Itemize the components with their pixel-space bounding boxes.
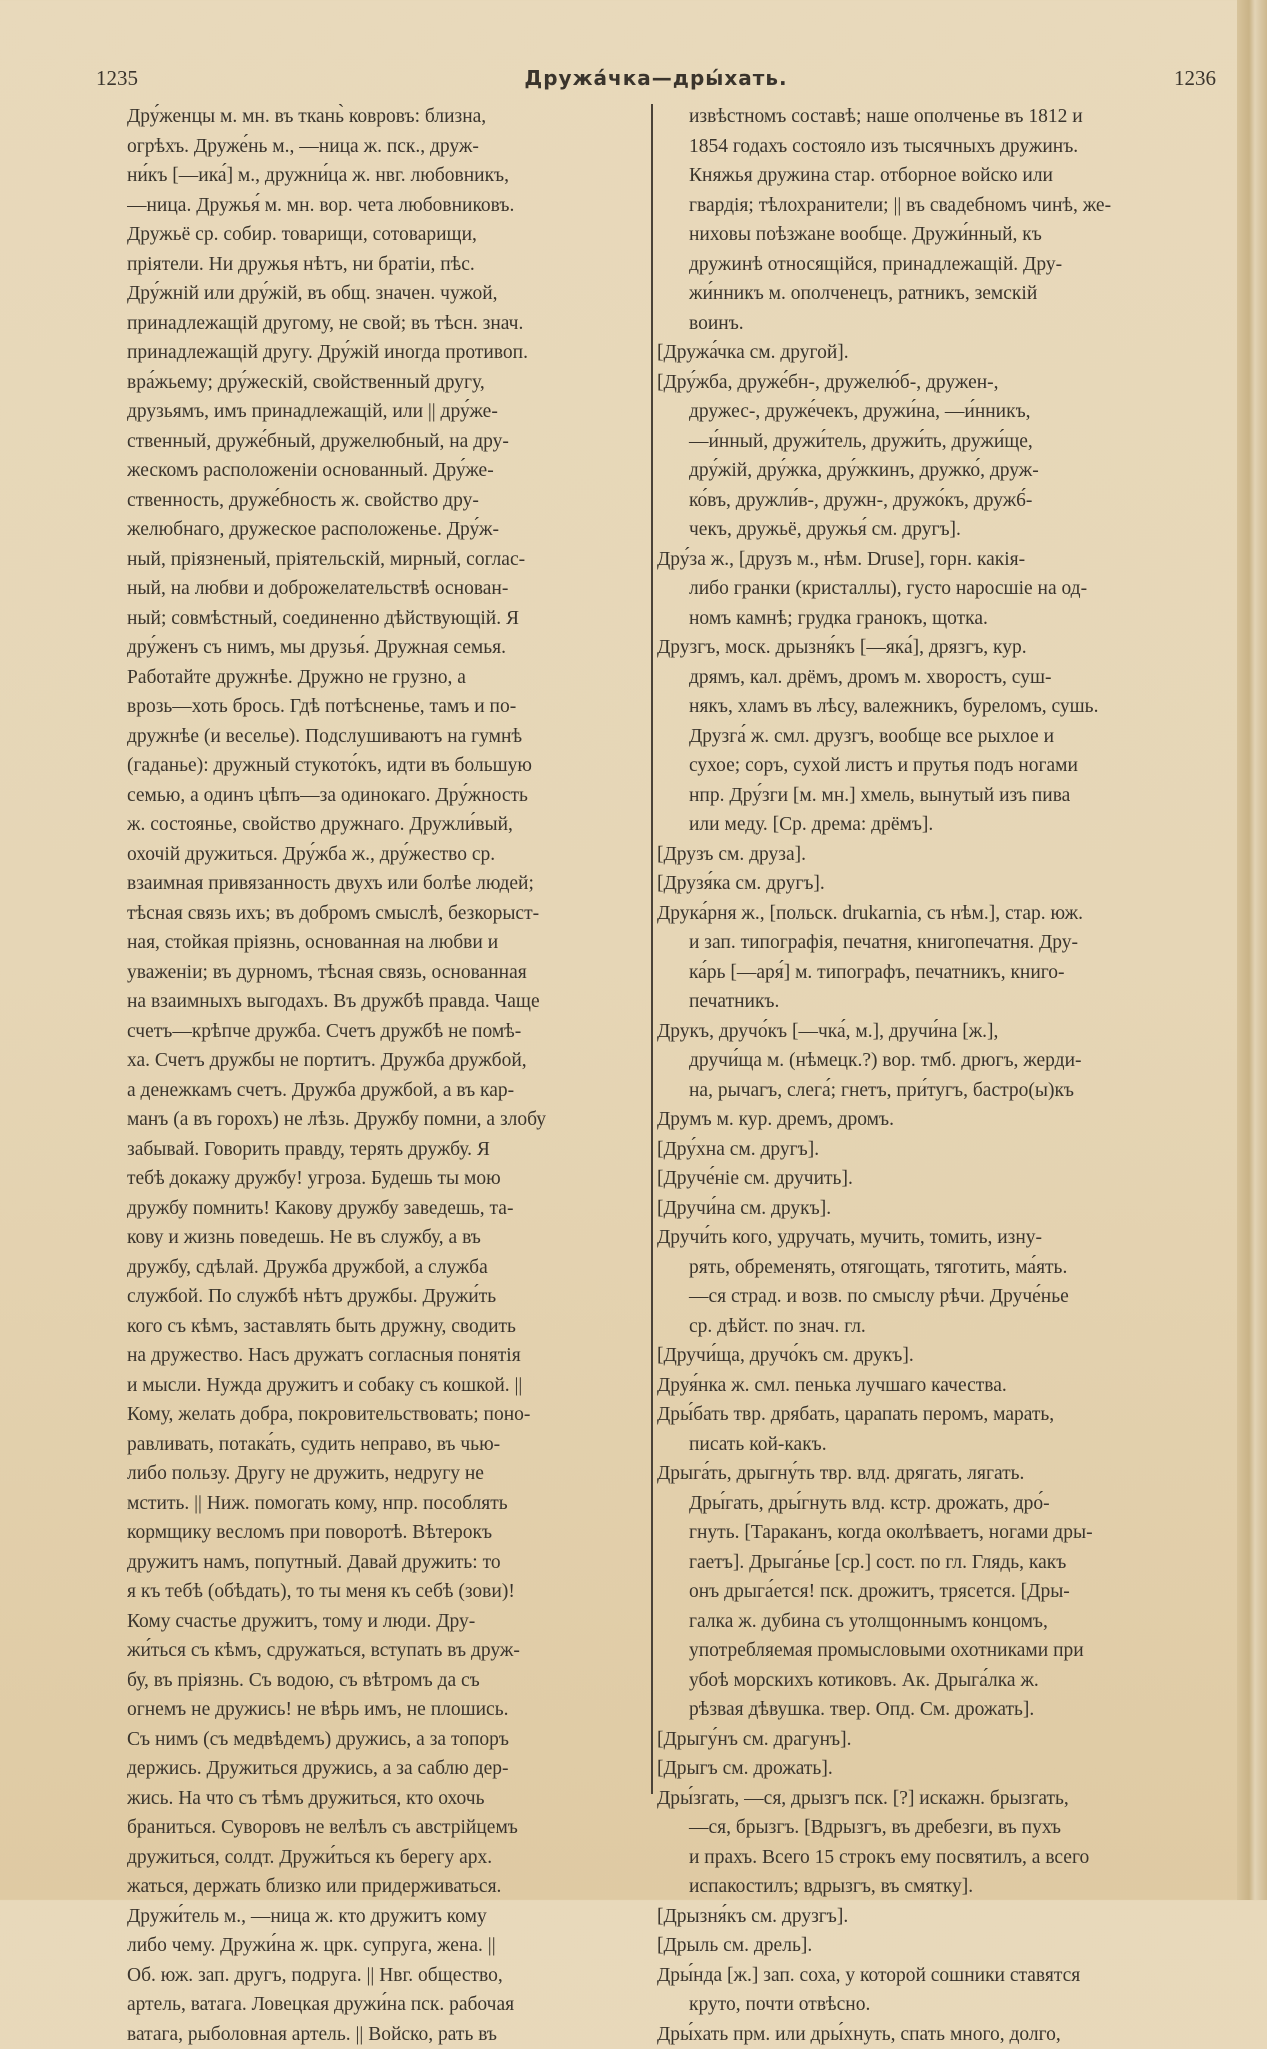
text-line: гнуть. [Тараканъ, когда околѣваетъ, ногами дры-	[657, 1518, 1210, 1548]
text-line: нпр. Дру́зги [м. мн.] хмель, вынутый изъ пива	[657, 781, 1210, 811]
text-line: кормщику весломъ при поворотѣ. Вѣтерокъ	[127, 1518, 645, 1548]
dictionary-entry-druzhina-cont	[657, 102, 1210, 338]
text-line: дручи́ща м. (нѣмецк.?) вор. тмб. дрюгъ, жерди-	[657, 1046, 1210, 1076]
left-column	[127, 102, 645, 2049]
text-line: ниховы поѣзжане вообще. Дружи́нный, къ	[657, 220, 1210, 250]
text-line: Дру́женцы м. мн. въ ткань̀ ковровъ: близна,	[127, 102, 645, 132]
page-number-left: 1235	[96, 66, 138, 91]
dictionary-entry-druzhachka	[657, 338, 1210, 368]
text-line: дружес-, друже́чекъ, дружи́на, —и́нникъ,	[657, 397, 1210, 427]
text-line: [Дру́жба, друже́бн-, дружелю́б-, дружен-,	[657, 368, 1210, 398]
dictionary-entry-druchishcha	[657, 1341, 1210, 1371]
text-line: Дручи́ть кого, удручать, мучить, томить, изну-	[657, 1223, 1210, 1253]
text-line: на, рычагъ, слега́; гнетъ, при́тугъ, бастро(ы)къ	[657, 1076, 1210, 1106]
text-line: бу, въ пріязнь. Съ водою, съ вѣтромъ да съ	[127, 1666, 645, 1696]
text-line: браниться. Суворовъ не велѣлъ съ австрійцемъ	[127, 1813, 645, 1843]
text-line: вра́жьему; дру́жескій, свойственный другу,	[127, 368, 645, 398]
text-line: друзьямъ, имъ принадлежащій, или || дру́же-	[127, 397, 645, 427]
right-column	[657, 102, 1210, 2049]
dictionary-entry-dryg	[657, 1754, 1210, 1784]
text-line: чекъ, дружьё, дружья́ см. другъ].	[657, 515, 1210, 545]
text-line: убоѣ морскихъ котиковъ. Ак. Дрыга́лка ж.	[657, 1666, 1210, 1696]
text-line: охочій дружиться. Дру́жба ж., дру́жество ср.	[127, 840, 645, 870]
text-line: дружитъ намъ, попутный. Давай дружить: то	[127, 1548, 645, 1578]
text-line: Друзгъ, моск. дрызня́къ [—яка́], дрязгъ, кур.	[657, 633, 1210, 663]
text-line: огрѣхъ. Друже́нь м., —ница ж. пск., друж-	[127, 132, 645, 162]
text-line: и мысли. Нужда дружитъ и собаку съ кошкой. ||	[127, 1371, 645, 1401]
text-line: Друкъ, дручо́къ [—чка́, м.], дручи́на [ж.],	[657, 1017, 1210, 1047]
column-divider	[651, 104, 653, 1794]
text-line: равливать, потака́ть, судить неправо, въ чью-	[127, 1430, 645, 1460]
text-line: Дры́гать, дры́гнуть влд. кстр. дрожать, дро́-	[657, 1489, 1210, 1519]
text-line: Об. юж. зап. другъ, подруга. || Нвг. общество,	[127, 1961, 645, 1991]
text-line: [Друче́ніе см. дручить].	[657, 1164, 1210, 1194]
text-line: —ница. Дружья́ м. мн. вор. чета любовниковъ.	[127, 191, 645, 221]
text-line: [Друзъ см. друза].	[657, 840, 1210, 870]
text-line: Дру́за ж., [друзъ м., нѣм. Druse], горн. какія-	[657, 545, 1210, 575]
text-line: (гаданье): дружный стукото́къ, идти въ большую	[127, 751, 645, 781]
dictionary-entry-druk	[657, 1017, 1210, 1106]
text-line: [Друзя́ка см. другъ].	[657, 869, 1210, 899]
text-line: взаимная привязанность двухъ или болѣе людей;	[127, 869, 645, 899]
text-line: жескомъ расположеніи основанный. Дру́же-	[127, 456, 645, 486]
dictionary-entry-drynda	[657, 1961, 1210, 2020]
text-line: [Дручи́ща, дручо́къ см. друкъ].	[657, 1341, 1210, 1371]
text-line: я къ тебѣ (обѣдать), то ты меня къ себѣ (зови)!	[127, 1577, 645, 1607]
text-line: кого съ кѣмъ, заставлять быть дружну, сводить	[127, 1312, 645, 1342]
text-line: Съ нимъ (съ медвѣдемъ) дружись, а за топоръ	[127, 1725, 645, 1755]
text-line: ни́къ [—ика́] м., дружни́ца ж. нвг. любовникъ,	[127, 161, 645, 191]
text-line: дру́жій, дру́жка, дру́жкинъ, дружко́, друж-	[657, 456, 1210, 486]
text-line: рять, обременять, отягощать, тяготить, ма́ять.	[657, 1253, 1210, 1283]
dictionary-entry-druzhba	[657, 368, 1210, 545]
text-line: Друзга́ ж. смл. друзгъ, вообще все рыхлое и	[657, 722, 1210, 752]
text-line: Кому, желать добра, покровительствовать; поно-	[127, 1400, 645, 1430]
text-line: на взаимныхъ выгодахъ. Въ дружбѣ правда. Чаще	[127, 987, 645, 1017]
text-line: принадлежащій другому, не свой; въ тѣсн. знач.	[127, 309, 645, 339]
text-line: [Дручи́на см. друкъ].	[657, 1194, 1210, 1224]
dictionary-entry-druchenie	[657, 1164, 1210, 1194]
text-line: ка́рь [—аря́] м. типографъ, печатникъ, книго-	[657, 958, 1210, 988]
text-line: гаетъ]. Дрыга́нье [ср.] сост. по гл. Глядь, какъ	[657, 1548, 1210, 1578]
text-line: жаться, держать близко или придерживаться.	[127, 1872, 645, 1902]
text-line: писать кой-какъ.	[657, 1430, 1210, 1460]
text-line: употребляемая промысловыми охотниками при	[657, 1636, 1210, 1666]
text-line: жи́нникъ м. ополченецъ, ратникъ, земскій	[657, 279, 1210, 309]
text-line: артель, ватага. Ловецкая дружи́на пск. рабочая	[127, 1990, 645, 2020]
dictionary-entry-dryzgat	[657, 1784, 1210, 1902]
text-line: и прахъ. Всего 15 строкъ ему посвятилъ, а всего	[657, 1843, 1210, 1873]
text-line: манъ (а въ горохъ) не лѣзь. Дружбу помни, а злобу	[127, 1105, 645, 1135]
text-line: дру́женъ съ нимъ, мы друзья́. Дружная семья.	[127, 633, 645, 663]
text-line: либо гранки (кристаллы), густо наросшіе на од-	[657, 574, 1210, 604]
text-line: а денежкамъ счетъ. Дружба дружбой, а въ кар-	[127, 1076, 645, 1106]
text-line: Друка́рня ж., [польск. drukarnia, съ нѣм.], стар. юж.	[657, 899, 1210, 929]
text-line: либо чему. Дружи́на ж. црк. супруга, жена. ||	[127, 1931, 645, 1961]
dictionary-entry-druzyaka	[657, 869, 1210, 899]
dictionary-entry-dryl	[657, 1931, 1210, 1961]
text-line: 1854 годахъ состояло изъ тысячныхъ дружинъ.	[657, 132, 1210, 162]
text-line: [Дрыгъ см. дрожать].	[657, 1754, 1210, 1784]
text-line: ный, пріязненый, пріятельскій, мирный, соглас-	[127, 545, 645, 575]
text-line: Друя́нка ж. смл. пенька лучшаго качества.	[657, 1371, 1210, 1401]
text-line: желюбнаго, дружеское расположенье. Дру́ж-	[127, 515, 645, 545]
text-line: —и́нный, дружи́тель, дружи́ть, дружи́ще,	[657, 427, 1210, 457]
page-edge	[1237, 0, 1267, 1900]
text-line: счетъ—крѣпче дружба. Счетъ дружбѣ не помѣ-	[127, 1017, 645, 1047]
dictionary-entry-drybat	[657, 1400, 1210, 1459]
text-line: службой. По службѣ нѣтъ дружбы. Дружи́ть	[127, 1282, 645, 1312]
text-line: гвардія; тѣлохранители; || въ свадебномъ чинѣ, же-	[657, 191, 1210, 221]
text-line: жись. На что съ тѣмъ дружиться, кто охочь	[127, 1784, 645, 1814]
text-line: дружинѣ относящійся, принадлежащій. Дру-	[657, 250, 1210, 280]
text-line: Дры́згать, —ся, дрызгъ пск. [?] искажн. брызгать,	[657, 1784, 1210, 1814]
text-line: извѣстномъ составѣ; наше ополченье въ 1812 и	[657, 102, 1210, 132]
text-line: [Дружа́чка см. другой].	[657, 338, 1210, 368]
text-line: дрямъ, кал. дрёмъ, дромъ м. хворостъ, суш-	[657, 663, 1210, 693]
text-line: Кому счастье дружитъ, тому и люди. Дру-	[127, 1607, 645, 1637]
text-line: ко́въ, дружли́в-, дружн-, дружо́къ, друж6́-	[657, 486, 1210, 516]
dictionary-entry-drykhat	[657, 2020, 1210, 2049]
text-line: пріятели. Ни дружья нѣтъ, ни братіи, пѣс.	[127, 250, 645, 280]
text-line: ж. состоянье, свойство дружнаго. Дружли́вый,	[127, 810, 645, 840]
text-line: ная, стойкая пріязнь, основанная на любви и	[127, 928, 645, 958]
text-line: дружбу, сдѣлай. Дружба дружбой, а служба	[127, 1253, 645, 1283]
text-line: дружнѣе (и веселье). Подслушиваютъ на гумнѣ	[127, 722, 645, 752]
text-line: ный, на любви и доброжелательствѣ основан-	[127, 574, 645, 604]
text-line: воинъ.	[657, 309, 1210, 339]
running-title: Дружа́чка—дры́хать.	[96, 66, 1216, 90]
text-line: рѣзвая дѣвушка. твер. Опд. См. дрожать].	[657, 1695, 1210, 1725]
text-line: жи́ться съ кѣмъ, сдружаться, вступать въ друж-	[127, 1636, 645, 1666]
dictionary-entry-drum	[657, 1105, 1210, 1135]
text-line: онъ дрыга́ется! пск. дрожитъ, трясется. [Дры-	[657, 1577, 1210, 1607]
dictionary-entry-drygat	[657, 1459, 1210, 1725]
text-line: врозь—хоть брось. Гдѣ потѣсненье, тамъ и по-	[127, 692, 645, 722]
dictionary-entry-drukarnya	[657, 899, 1210, 1017]
text-line: тѣсная связь ихъ; въ добромъ смыслѣ, безкорыст-	[127, 899, 645, 929]
text-line: дружиться, солдт. Дружи́ться къ берегу арх.	[127, 1843, 645, 1873]
dictionary-entry-druzg	[657, 633, 1210, 840]
text-line: Дры́нда [ж.] зап. соха, у которой сошники ставятся	[657, 1961, 1210, 1991]
text-line: тебѣ докажу дружбу! угроза. Будешь ты мою	[127, 1164, 645, 1194]
dictionary-entry-druchina	[657, 1194, 1210, 1224]
text-line: ственность, друже́бность ж. свойство дру-	[127, 486, 645, 516]
text-line: ср. дѣйст. по знач. гл.	[657, 1312, 1210, 1342]
text-line: кову и жизнь поведешь. Не въ службу, а въ	[127, 1223, 645, 1253]
text-line: ватага, рыболовная артель. || Войско, рать въ	[127, 2020, 645, 2049]
text-line: номъ камнѣ; грудка гранокъ, щотка.	[657, 604, 1210, 634]
text-line: печатникъ.	[657, 987, 1210, 1017]
text-line: мстить. || Ниж. помогать кому, нпр. пособлять	[127, 1489, 645, 1519]
text-line: Друмъ м. кур. дремъ, дромъ.	[657, 1105, 1210, 1135]
text-line: забывай. Говорить правду, терять дружбу. Я	[127, 1135, 645, 1165]
text-line: ственный, друже́бный, дружелюбный, на дру-	[127, 427, 645, 457]
text-line: Работайте дружнѣе. Дружно не грузно, а	[127, 663, 645, 693]
text-line: принадлежащій другу. Дру́жій иногда противоп.	[127, 338, 645, 368]
text-line: [Дрыгу́нъ см. драгунъ].	[657, 1725, 1210, 1755]
text-line: круто, почти отвѣсно.	[657, 1990, 1210, 2020]
text-line: огнемъ не дружись! не вѣрь имъ, не плошись.	[127, 1695, 645, 1725]
text-line: Княжья дружина стар. отборное войско или	[657, 161, 1210, 191]
dictionary-entry-druyanka	[657, 1371, 1210, 1401]
dictionary-entry-dryznyak	[657, 1902, 1210, 1932]
running-header	[96, 66, 1216, 94]
text-line: ха. Счетъ дружбы не портитъ. Дружба дружбой,	[127, 1046, 645, 1076]
text-line: либо пользу. Другу не дружить, недругу не	[127, 1459, 645, 1489]
dictionary-entry-druchit	[657, 1223, 1210, 1341]
text-line: и зап. типографія, печатня, книгопечатня. Дру-	[657, 928, 1210, 958]
text-line: дружбу помнить! Какову дружбу заведешь, та-	[127, 1194, 645, 1224]
text-line: Дрыга́ть, дрыгну́ть твр. влд. дрягать, лягать.	[657, 1459, 1210, 1489]
dictionary-entry-drygun	[657, 1725, 1210, 1755]
text-line: или меду. [Ср. дрема: дрёмъ].	[657, 810, 1210, 840]
text-line: Дры́хать прм. или дры́хнуть, спать много, долго,	[657, 2020, 1210, 2049]
dictionary-entry-druz	[657, 840, 1210, 870]
text-line: семью, а одинъ цѣпъ—за одинокаго. Дру́жность	[127, 781, 645, 811]
text-line: Дружьё ср. собир. товарищи, сотоварищи,	[127, 220, 645, 250]
text-line: [Дрыль см. дрель].	[657, 1931, 1210, 1961]
text-line: Дружи́тель м., —ница ж. кто дружитъ кому	[127, 1902, 645, 1932]
text-line: Дры́бать твр. дрябать, царапать перомъ, марать,	[657, 1400, 1210, 1430]
text-line: галка ж. дубина съ утолщоннымъ концомъ,	[657, 1607, 1210, 1637]
text-line: някъ, хламъ въ лѣсу, валежникъ, буреломъ, сушь.	[657, 692, 1210, 722]
text-line: на дружество. Насъ дружатъ согласныя понятія	[127, 1341, 645, 1371]
text-line: —ся, брызгъ. [Вдрызгъ, въ дребезги, въ пухъ	[657, 1813, 1210, 1843]
text-line: держись. Дружиться дружись, а за саблю дер-	[127, 1754, 645, 1784]
dictionary-entry-druza	[657, 545, 1210, 634]
text-line: испакостилъ; вдрызгъ, въ смятку].	[657, 1872, 1210, 1902]
text-line: ный; совмѣстный, соединенно дѣйствующій. Я	[127, 604, 645, 634]
text-line: [Дру́хна см. другъ].	[657, 1135, 1210, 1165]
dictionary-entry-drukhna	[657, 1135, 1210, 1165]
text-line: Дру́жній или дру́жій, въ общ. значен. чужой,	[127, 279, 645, 309]
text-line: —ся страд. и возв. по смыслу рѣчи. Друче́нье	[657, 1282, 1210, 1312]
page-number-right: 1236	[1174, 66, 1216, 91]
text-line: [Дрызня́къ см. друзгъ].	[657, 1902, 1210, 1932]
text-line: уваженіи; въ дурномъ, тѣсная связь, основанная	[127, 958, 645, 988]
text-line: сухое; соръ, сухой листъ и прутья подъ ногами	[657, 751, 1210, 781]
